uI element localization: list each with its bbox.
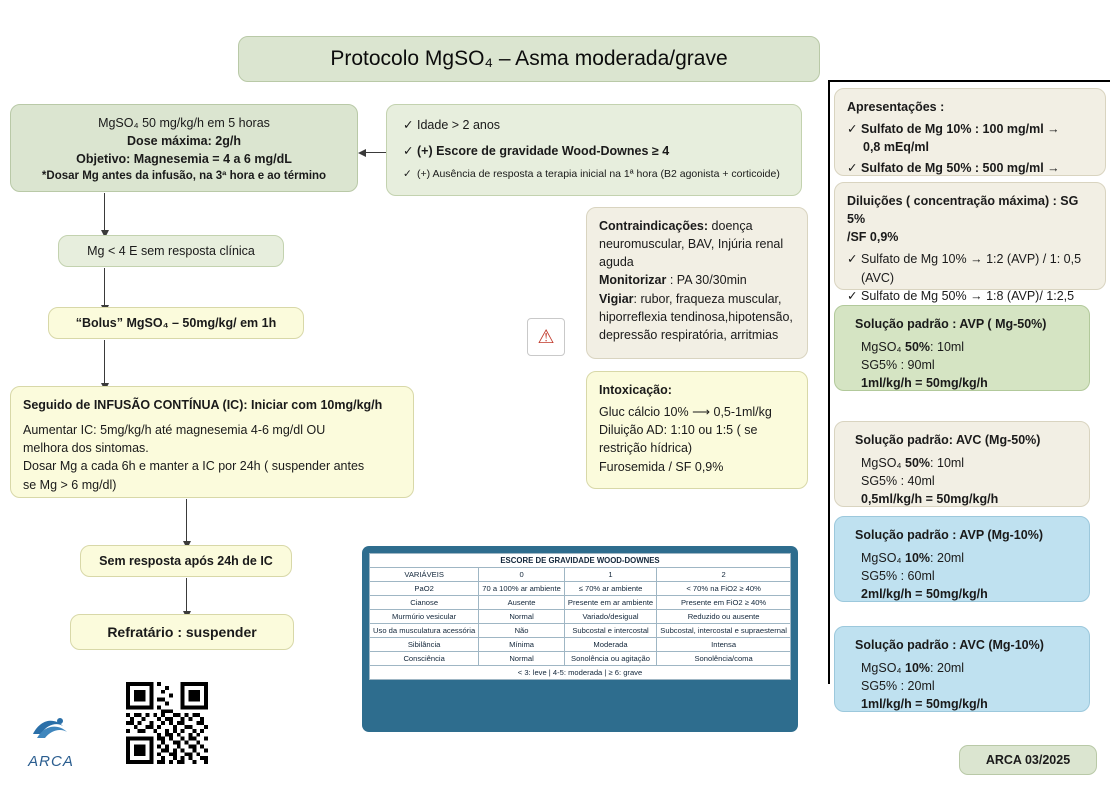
solution-card-avp-10: [834, 516, 1090, 602]
dose-line-4: *Dosar Mg antes da infusão, na 3ª hora e ao término: [41, 170, 327, 183]
table-cell: Murmúrio vesicular: [370, 610, 479, 624]
contra-line-2: neuromuscular, BAV, Injúria renal: [599, 237, 784, 252]
solution-card-avc-10: [834, 626, 1090, 712]
dilution-item-1: ✓ Sulfato de Mg 10% → 1:2 (AVP) / 1: 0,5: [847, 252, 1082, 267]
presentation-item-1: ✓ Sulfato de Mg 10% : 100 mg/ml →: [847, 122, 1060, 137]
presentations-box: [834, 88, 1106, 176]
table-cell: Cianose: [370, 596, 479, 610]
table-cell: 70 a 100% ar ambiente: [479, 582, 565, 596]
table-row: [370, 582, 791, 596]
criteria-item-2: ✓ (+) Escore de gravidade Wood-Downes ≥ 4: [403, 144, 670, 159]
table-row: [370, 610, 791, 624]
intox-title: Intoxicação:: [599, 383, 672, 397]
table-cell: Presente em ar ambiente: [564, 596, 656, 610]
wave-icon: [29, 712, 73, 746]
solution-line-2: SG5% : 40ml: [861, 474, 935, 489]
refractory-box: [70, 614, 294, 650]
infusion-line-4: se Mg > 6 mg/dl): [23, 477, 117, 492]
table-caption: ESCORE DE GRAVIDADE WOOD-DOWNES: [370, 554, 791, 568]
table-row: [370, 652, 791, 666]
arrow-mg-to-bolus: [104, 268, 105, 306]
solution-card-avc-50: [834, 421, 1090, 507]
dose-box: [10, 104, 358, 192]
table-row: [370, 624, 791, 638]
solution-line-1: MgSO₄ 10%: 20ml: [861, 661, 965, 676]
infusion-line-3: Dosar Mg a cada 6h e manter a IC por 24h ( suspender antes: [23, 459, 365, 474]
table-cell: Normal: [479, 652, 565, 666]
intox-line-1: Gluc cálcio 10% ⟶ 0,5-1ml/kg: [599, 405, 772, 420]
contra-line-1: Contraindicações: doença: [599, 219, 753, 233]
arrow-criteria-to-dose: [366, 152, 386, 153]
page-title-text: Protocolo MgSO₄ – Asma moderada/grave: [330, 47, 728, 70]
solution-line-3: 1ml/kg/h = 50mg/kg/h: [861, 697, 988, 712]
wood-downes-table: [369, 553, 791, 680]
arrow-bolus-to-infusion: [104, 340, 105, 384]
solution-line-3: 2ml/kg/h = 50mg/kg/h: [861, 587, 988, 602]
table-cell: Reduzido ou ausente: [657, 610, 791, 624]
page-title: [238, 36, 820, 82]
table-cell: Normal: [479, 610, 565, 624]
solution-title: Solução padrão : AVP ( Mg-50%): [855, 317, 1047, 331]
table-cell: Sonolência/coma: [657, 652, 791, 666]
dilutions-title: Diluições ( concentração máxima) : SG 5%: [847, 194, 1079, 227]
infusion-line-2: melhora dos sintomas.: [23, 441, 149, 456]
criteria-item-1: ✓ Idade > 2 anos: [403, 118, 501, 132]
intox-line-2: Diluição AD: 1:10 ou 1:5 ( se: [599, 423, 758, 438]
footer-badge: [959, 745, 1097, 775]
table-cell: Variado/desigual: [564, 610, 656, 624]
no-response-box: [80, 545, 292, 577]
bracket-vertical: [828, 80, 830, 684]
table-cell: Uso da musculatura acessória: [370, 624, 479, 638]
arca-logo: [18, 712, 84, 770]
table-cell: Subcostal e intercostal: [564, 624, 656, 638]
table-cell: Subcostal, intercostal e supraesternal: [657, 624, 791, 638]
table-footer: < 3: leve | 4-5: moderada | ≥ 6: grave: [370, 666, 791, 680]
solution-line-3: 1ml/kg/h = 50mg/kg/h: [861, 376, 988, 391]
table-row: [370, 638, 791, 652]
mg-box-text: Mg < 4 E sem resposta clínica: [87, 243, 255, 258]
contra-line-7: depressão respiratória, arritmias: [599, 327, 779, 342]
solution-title: Solução padrão : AVP (Mg-10%): [855, 528, 1043, 542]
dilution-item-1b: (AVC): [861, 270, 895, 285]
solution-line-1: MgSO₄ 50%: 10ml: [861, 340, 965, 355]
bolus-text: “Bolus” MgSO₄ – 50mg/kg/ em 1h: [75, 315, 277, 330]
warning-icon: ⚠: [527, 318, 565, 356]
table-cell: < 70% na FiO2 ≥ 40%: [657, 582, 791, 596]
table-cell: Consciência: [370, 652, 479, 666]
contra-line-6: hiporreflexia tendinosa,hipotensão,: [599, 309, 793, 324]
dilution-item-2: ✓ Sulfato de Mg 50% → 1:8 (AVP)/ 1:2,5: [847, 288, 1075, 303]
contraindications-box: [586, 207, 808, 359]
infusion-title: Seguido de INFUSÃO CONTÍNUA (IC): Iniciar com 10mg/kg/h: [23, 398, 383, 412]
table-row: [370, 596, 791, 610]
solution-title: Solução padrão : AVC (Mg-10%): [855, 638, 1044, 652]
solution-card-avp-50: [834, 305, 1090, 391]
table-cell: Moderada: [564, 638, 656, 652]
dose-line-1: MgSO₄ 50 mg/kg/h em 5 horas: [98, 116, 270, 130]
solution-line-1: MgSO₄ 10%: 20ml: [861, 551, 965, 566]
bolus-box: [48, 307, 304, 339]
solution-line-3: 0,5ml/kg/h = 50mg/kg/h: [861, 492, 999, 507]
presentation-item-2: ✓ Sulfato de Mg 50% : 500 mg/ml →: [847, 161, 1060, 176]
dose-line-3: Objetivo: Magnesemia = 4 a 6 mg/dL: [76, 152, 292, 167]
infusion-box: [10, 386, 414, 498]
table-cell: Não: [479, 624, 565, 638]
refractory-text: Refratário : suspender: [107, 624, 257, 640]
table-cell: Sonolência ou agitação: [564, 652, 656, 666]
table-cell: Presente em FiO2 ≥ 40%: [657, 596, 791, 610]
wood-downes-table-container: [362, 546, 798, 732]
presentations-title: Apresentações :: [847, 100, 945, 114]
contra-line-4: Monitorizar : PA 30/30min: [599, 273, 747, 288]
solution-line-2: SG5% : 20ml: [861, 679, 935, 694]
arrow-dose-to-mg: [104, 193, 105, 231]
intox-line-4: Furosemida / SF 0,9%: [599, 459, 724, 474]
dilutions-title-2: /SF 0,9%: [847, 230, 899, 245]
table-header-cell: 2: [657, 568, 791, 582]
arrow-noresponse-to-refractory: [186, 578, 187, 612]
dose-line-2: Dose máxima: 2g/h: [127, 134, 241, 149]
qr-code[interactable]: [126, 682, 208, 764]
infusion-line-1: Aumentar IC: 5mg/kg/h até magnesemia 4-6 mg/dl OU: [23, 423, 326, 438]
intox-line-3: restrição hídrica): [599, 441, 693, 456]
no-response-text: Sem resposta após 24h de IC: [99, 553, 273, 568]
arrow-infusion-to-noresponse: [186, 499, 187, 542]
solution-line-2: SG5% : 90ml: [861, 358, 935, 373]
solution-title: Solução padrão: AVC (Mg-50%): [855, 433, 1041, 447]
table-cell: Ausente: [479, 596, 565, 610]
intoxication-box: [586, 371, 808, 489]
mg-box: [58, 235, 284, 267]
solution-line-2: SG5% : 60ml: [861, 569, 935, 584]
footer-badge-text: ARCA 03/2025: [985, 753, 1071, 767]
solution-line-1: MgSO₄ 50%: 10ml: [861, 456, 965, 471]
table-header-cell: 1: [564, 568, 656, 582]
table-cell: PaO2: [370, 582, 479, 596]
table-cell: Mínima: [479, 638, 565, 652]
contra-line-3: aguda: [599, 255, 634, 270]
presentation-item-1b: 0,8 mEq/ml: [863, 140, 929, 155]
bracket-top: [828, 80, 1110, 82]
criteria-box: [386, 104, 802, 196]
dilutions-box: [834, 182, 1106, 303]
table-cell: Intensa: [657, 638, 791, 652]
arca-logo-text: ARCA: [28, 753, 74, 770]
table-header-cell: 0: [479, 568, 565, 582]
table-cell: Sibilância: [370, 638, 479, 652]
table-cell: ≤ 70% ar ambiente: [564, 582, 656, 596]
table-header-cell: VARIÁVEIS: [370, 568, 479, 582]
contra-line-5: Vigiar: rubor, fraqueza muscular,: [599, 291, 782, 306]
criteria-item-3: ✓ (+) Ausência de resposta a terapia inicial na 1ª hora (B2 agonista + corticoide): [403, 168, 780, 181]
